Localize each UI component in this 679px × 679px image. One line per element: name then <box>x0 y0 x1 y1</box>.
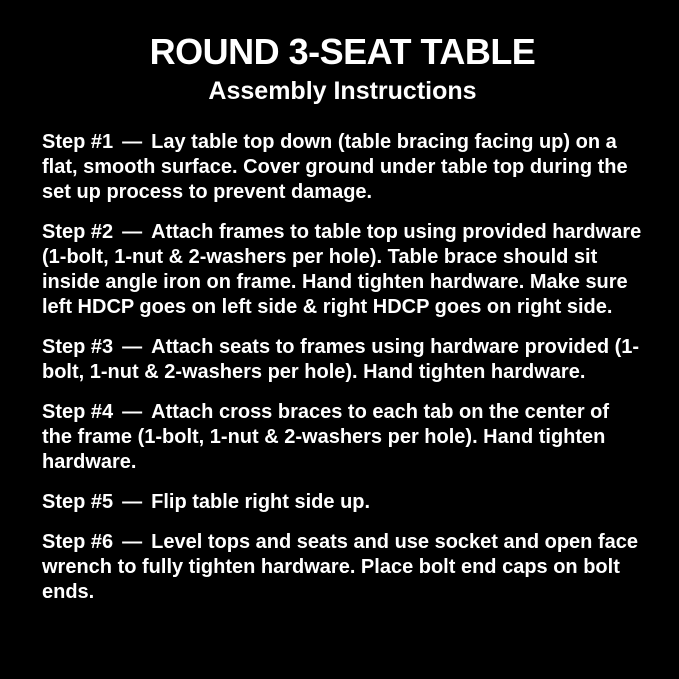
step-separator-dash: — <box>122 531 143 553</box>
step-separator-dash: — <box>122 491 143 513</box>
step-text: Level tops and seats and use socket and open face wrench to fully tighten hardware. Place bolt end caps on bolt ends. <box>42 531 638 603</box>
step-separator-dash: — <box>122 336 143 358</box>
step-label: Step #1 <box>42 131 114 153</box>
step-label: Step #3 <box>42 336 114 358</box>
page-title: ROUND 3-SEAT TABLE <box>149 31 536 72</box>
step-separator-dash: — <box>122 401 143 423</box>
step-separator-dash: — <box>122 221 143 243</box>
step-label: Step #2 <box>42 221 114 243</box>
step-5 <box>42 490 643 515</box>
step-4 <box>42 400 643 475</box>
step-2 <box>42 220 643 320</box>
step-text: Attach cross braces to each tab on the center of the frame (1-bolt, 1-nut & 2-washers per hole). Hand tighten hardware. <box>42 401 610 473</box>
page-subtitle: Assembly Instructions <box>208 77 477 105</box>
step-text: Attach seats to frames using hardware provided (1-bolt, 1-nut & 2-washers per hole). Hand tighten hardware. <box>42 336 640 383</box>
step-label: Step #5 <box>42 491 114 513</box>
step-3 <box>42 335 643 385</box>
step-6 <box>42 530 643 605</box>
step-label: Step #6 <box>42 531 114 553</box>
step-text: Attach frames to table top using provided hardware (1-bolt, 1-nut & 2-washers per hole). Table brace should sit inside angle iron on frame. Hand tighten hardware. Make sure left HDCP goes on left side & right HDCP goes on right side. <box>42 221 642 318</box>
step-separator-dash: — <box>122 131 143 153</box>
steps-list <box>42 130 643 605</box>
step-text: Flip table right side up. <box>151 491 371 513</box>
step-label: Step #4 <box>42 401 114 423</box>
step-text: Lay table top down (table bracing facing up) on a flat, smooth surface. Cover ground under table top during the set up process to prevent damage. <box>42 131 628 203</box>
step-1 <box>42 130 643 205</box>
